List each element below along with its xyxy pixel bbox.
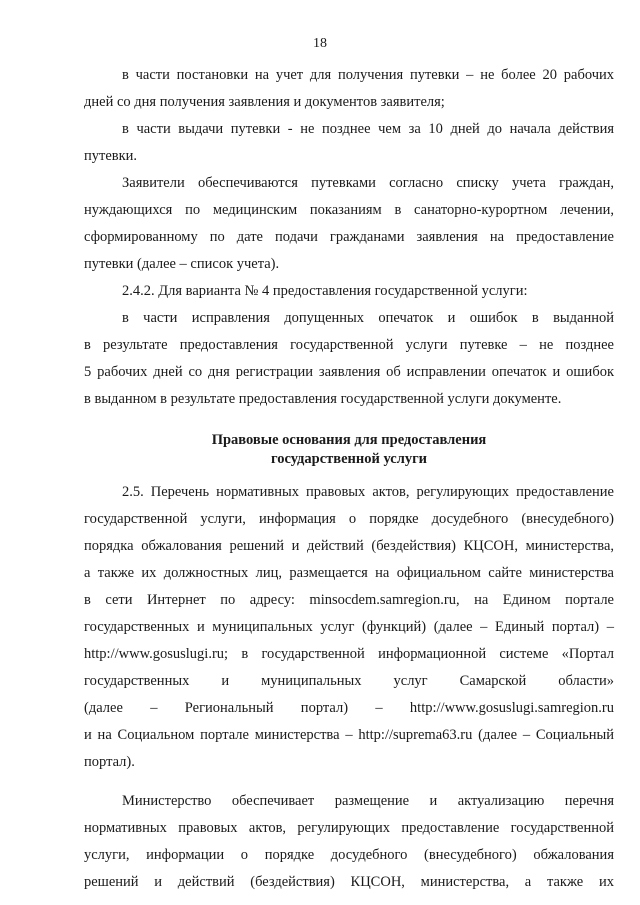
paragraph-registration-deadline bbox=[84, 62, 614, 116]
paragraph-applicants bbox=[84, 170, 614, 278]
paragraph-variant-4 bbox=[84, 278, 614, 305]
text-line: в части постановки на учет для получения путевки – не более 20 рабочих bbox=[122, 67, 614, 83]
text-line: и на Социальном портале министерства – http://suprema63.ru (далее – Социальный bbox=[84, 727, 614, 743]
section-heading bbox=[84, 431, 614, 469]
text-line: порядка обжалования решений и действий (бездействия) КЦСОН, министерства, bbox=[84, 538, 614, 554]
text-line: в части выдачи путевки - не позднее чем за 10 дней до начала действия bbox=[122, 121, 614, 137]
spacer bbox=[84, 776, 614, 788]
text-line: а также их должностных лиц, размещается на официальном сайте министерства bbox=[84, 565, 614, 581]
text-line: в выданном в результате предоставления государственной услуги документе. bbox=[84, 391, 562, 407]
page-number: 18 bbox=[313, 36, 327, 51]
text-line: в результате предоставления государственной услуги путевке – не позднее bbox=[84, 337, 614, 353]
spacer bbox=[84, 469, 614, 479]
text-line: путевки. bbox=[84, 148, 138, 164]
document-body bbox=[84, 62, 614, 896]
text-line: http://www.gosuslugi.ru; в государственной информационной системе «Портал bbox=[84, 646, 614, 662]
text-line: в части исправления допущенных опечаток и ошибок в выданной bbox=[122, 310, 614, 326]
text-line: сформированному по дате подачи гражданами заявления на предоставление bbox=[84, 229, 614, 245]
text-line: нуждающихся по медицинским показаниям в санаторно-курортном лечении, bbox=[84, 202, 614, 218]
text-line: 2.4.2. Для варианта № 4 предоставления государственной услуги: bbox=[122, 283, 528, 299]
paragraph-corrections bbox=[84, 305, 614, 413]
text-line: (далее – Региональный портал) – http://www.gosuslugi.samregion.ru bbox=[84, 700, 614, 716]
text-line: 2.5. Перечень нормативных правовых актов, регулирующих предоставление bbox=[122, 484, 614, 500]
text-line: Министерство обеспечивает размещение и актуализацию перечня bbox=[122, 793, 614, 809]
text-line: государственных и муниципальных услуг Самарской области» bbox=[84, 673, 614, 689]
heading-line: государственной услуги bbox=[270, 451, 428, 467]
spacer bbox=[84, 413, 614, 431]
text-line: портал). bbox=[84, 754, 135, 770]
text-line: нормативных правовых актов, регулирующих предоставление государственной bbox=[84, 820, 614, 836]
text-line: государственных и муниципальных услуг (функций) (далее – Единый портал) – bbox=[84, 619, 614, 635]
text-line: услуги, информации о порядке досудебного (внесудебного) обжалования bbox=[84, 847, 614, 863]
paragraph-ministry-duties bbox=[84, 788, 614, 896]
text-line: дней со дня получения заявления и документов заявителя; bbox=[84, 94, 445, 110]
text-line: решений и действий (бездействия) КЦСОН, министерства, а также их bbox=[84, 874, 614, 890]
heading-line: Правовые основания для предоставления bbox=[211, 432, 487, 448]
paragraph-legal-acts-list bbox=[84, 479, 614, 776]
text-line: государственной услуги, информация о порядке досудебного (внесудебного) bbox=[84, 511, 614, 527]
paragraph-issuance-deadline bbox=[84, 116, 614, 170]
text-line: Заявители обеспечиваются путевками согласно списку учета граждан, bbox=[122, 175, 614, 191]
text-line: путевки (далее – список учета). bbox=[84, 256, 280, 272]
text-line: в сети Интернет по адресу: minsocdem.samregion.ru, на Едином портале bbox=[84, 592, 614, 608]
text-line: 5 рабочих дней со дня регистрации заявления об исправлении опечаток и ошибок bbox=[84, 364, 614, 380]
